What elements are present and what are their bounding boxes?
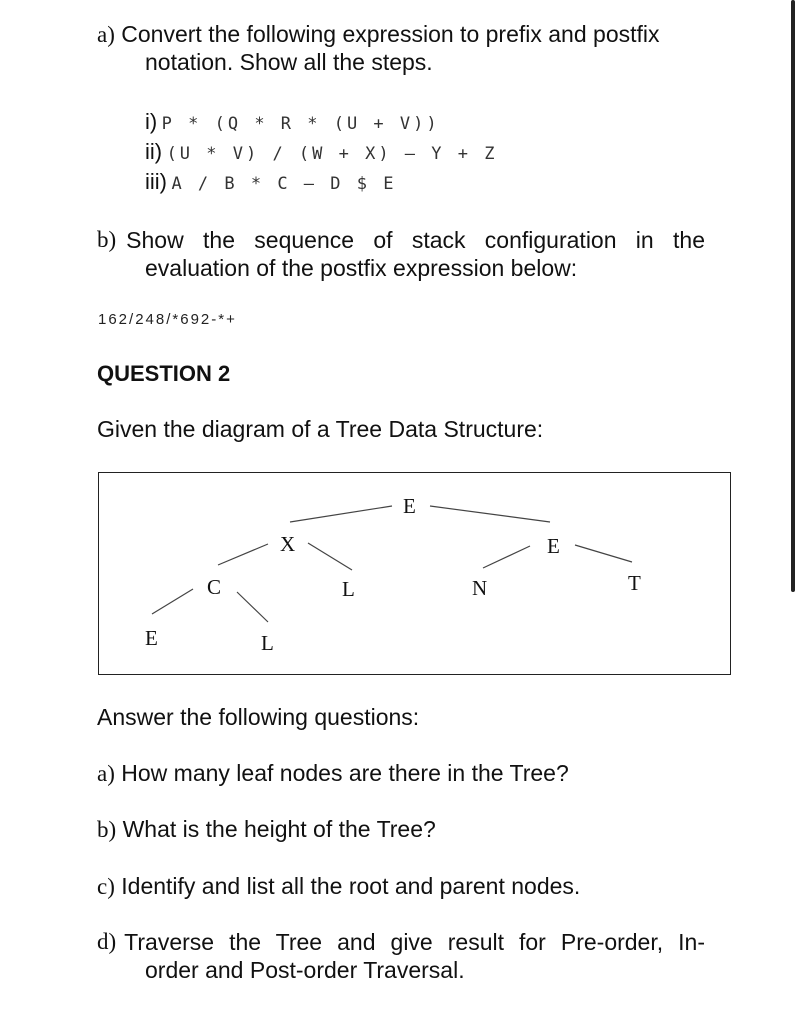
edge-C-E — [152, 589, 193, 614]
part-a-line2: notation. Show all the steps. — [145, 49, 433, 75]
answer-q-d-label: d) — [97, 929, 117, 954]
scrollbar[interactable] — [791, 0, 795, 592]
edge-X-C — [218, 544, 268, 565]
expr-num-2: ii) — [145, 139, 163, 164]
edge-E-X — [290, 506, 392, 522]
edge-E-N — [483, 546, 530, 568]
question-2-heading: QUESTION 2 — [97, 361, 231, 386]
answers-intro: Answer the following questions: — [97, 704, 420, 730]
answer-q-b — [97, 816, 436, 843]
answer-q-d-text2: order and Post-order Traversal. — [145, 957, 465, 983]
expr-num-1: i) — [145, 109, 158, 134]
expr-text-3: A / B * C – D $ E — [171, 174, 397, 194]
answer-q-a — [97, 760, 569, 787]
node-T: T — [628, 571, 641, 595]
edge-X-L — [308, 543, 352, 570]
part-a-line1: Convert the following expression to prefix and postfix — [121, 21, 660, 47]
node-C: C — [207, 575, 222, 599]
node-L-leaf: L — [261, 631, 274, 655]
answer-q-a-label: a) — [97, 761, 115, 786]
node-E-leaf: E — [145, 626, 158, 650]
answer-q-d-text: Traverse the Tree and give result for Pre-order, In- — [124, 929, 705, 955]
answer-q-c-text: Identify and list all the root and parent nodes. — [121, 873, 581, 899]
answer-q-b-label: b) — [97, 817, 117, 842]
node-L-mid: L — [342, 577, 355, 601]
answer-q-a-text: How many leaf nodes are there in the Tree? — [121, 760, 569, 786]
answer-q-d — [97, 929, 705, 956]
answer-q-c — [97, 873, 580, 900]
edge-E-T — [575, 545, 632, 562]
answer-q-c-label: c) — [97, 874, 115, 899]
postfix-expression: 162/248/*692-*+ — [98, 311, 237, 328]
edge-E-E — [430, 506, 550, 522]
node-X: X — [280, 532, 296, 556]
expr-text-1: P * (Q * R * (U + V)) — [161, 114, 440, 134]
part-a-label: a) — [97, 22, 115, 47]
node-N: N — [472, 576, 488, 600]
expr-text-2: (U * V) / (W + X) – Y + Z — [166, 144, 498, 164]
expr-num-3: iii) — [145, 169, 167, 194]
answer-q-b-text: What is the height of the Tree? — [122, 816, 436, 842]
node-E-right: E — [547, 534, 560, 558]
node-root-E: E — [403, 494, 416, 518]
question-2-intro: Given the diagram of a Tree Data Structure: — [97, 416, 544, 442]
part-b-label: b) — [97, 227, 117, 252]
part-b-line1: Show the sequence of stack configuration in the — [126, 227, 705, 253]
part-b-line2: evaluation of the postfix expression below: — [145, 255, 578, 281]
edge-C-L — [237, 592, 268, 622]
